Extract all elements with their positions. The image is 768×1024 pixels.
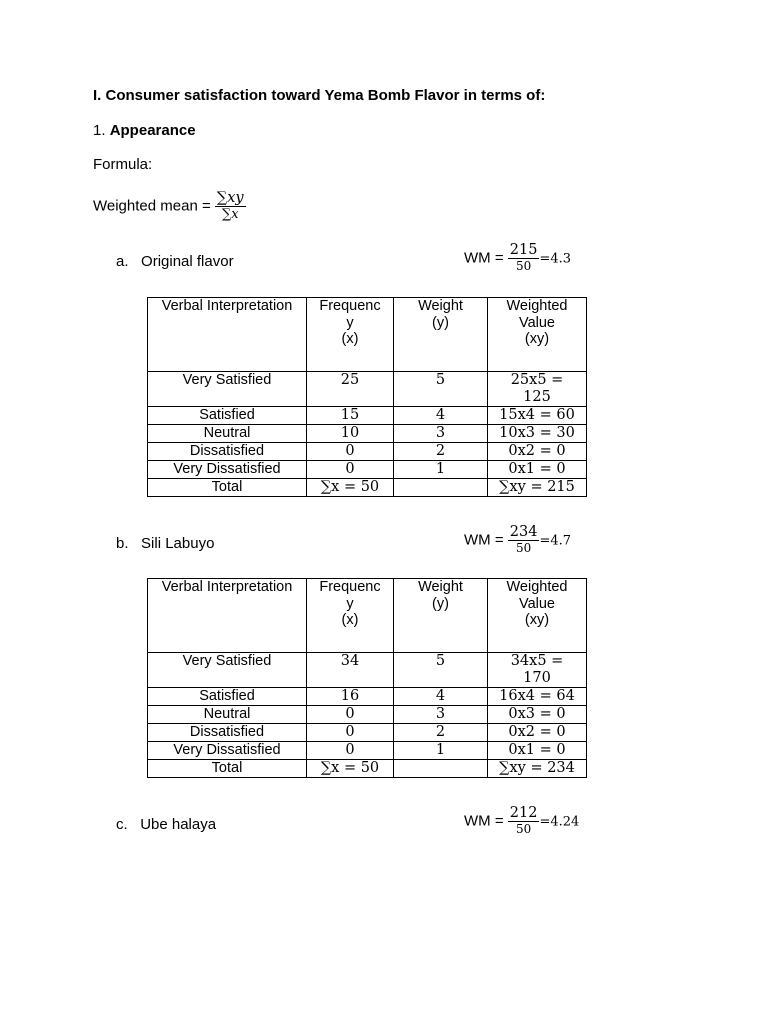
cell-verbal: Very Dissatisfied bbox=[148, 742, 307, 760]
cell-weighted-value: 34x5 = 170 bbox=[488, 653, 587, 688]
item-letter: b. bbox=[116, 535, 129, 552]
table-header-row bbox=[148, 298, 587, 372]
cell-weight: 5 bbox=[394, 653, 488, 688]
table-row bbox=[148, 706, 587, 724]
section-label: Appearance bbox=[109, 122, 196, 139]
cell-total-weighted-value: ∑xy = 215 bbox=[488, 479, 587, 497]
cell-weighted-value: 0x2 = 0 bbox=[488, 724, 587, 742]
cell-weight: 1 bbox=[394, 742, 488, 760]
cell-weight: 4 bbox=[394, 407, 488, 425]
cell-weighted-value: 0x1 = 0 bbox=[488, 461, 587, 479]
item-name: Ube halaya bbox=[140, 816, 217, 833]
cell-total-frequency: ∑x = 50 bbox=[307, 760, 394, 778]
table-row bbox=[148, 425, 587, 443]
cell-total-weighted-value: ∑xy = 234 bbox=[488, 760, 587, 778]
wm-prefix: WM = bbox=[464, 812, 504, 830]
table-row bbox=[148, 443, 587, 461]
wm-prefix: WM = bbox=[464, 531, 504, 549]
item-b-wm bbox=[464, 526, 571, 555]
table-row bbox=[148, 407, 587, 425]
wm-numerator: 234 bbox=[509, 524, 538, 540]
wm-denominator: 50 bbox=[515, 259, 532, 273]
weighted-mean-label: Weighted mean = bbox=[93, 197, 211, 215]
section-heading bbox=[93, 122, 196, 139]
wm-prefix: WM = bbox=[464, 249, 504, 267]
weighted-mean-fraction bbox=[215, 192, 246, 221]
cell-weighted-value: 10x3 = 30 bbox=[488, 425, 587, 443]
cell-frequency: 0 bbox=[307, 742, 394, 760]
item-letter: c. bbox=[116, 816, 128, 833]
header-weight: Weight (y) bbox=[394, 298, 488, 372]
cell-verbal: Satisfied bbox=[148, 688, 307, 706]
item-c-heading bbox=[116, 816, 216, 833]
table-original-flavor bbox=[147, 297, 587, 497]
item-name: Original flavor bbox=[141, 253, 234, 270]
wm-numerator: 215 bbox=[509, 242, 538, 258]
wm-numerator: 212 bbox=[509, 805, 538, 821]
item-c-wm bbox=[464, 807, 579, 836]
header-frequency: Frequenc y (x) bbox=[307, 298, 394, 372]
table-row bbox=[148, 688, 587, 706]
cell-frequency: 0 bbox=[307, 724, 394, 742]
table-row bbox=[148, 372, 587, 407]
item-name: Sili Labuyo bbox=[141, 535, 215, 552]
wm-fraction bbox=[508, 244, 540, 273]
cell-weight: 4 bbox=[394, 688, 488, 706]
table-row bbox=[148, 742, 587, 760]
cell-verbal: Very Dissatisfied bbox=[148, 461, 307, 479]
table-row bbox=[148, 653, 587, 688]
weighted-mean-formula bbox=[93, 192, 246, 221]
item-a-heading bbox=[116, 253, 234, 270]
formula-denominator: ∑x bbox=[221, 207, 239, 222]
table-row bbox=[148, 724, 587, 742]
cell-total-label: Total bbox=[148, 479, 307, 497]
cell-total-label: Total bbox=[148, 760, 307, 778]
header-verbal: Verbal Interpretation bbox=[148, 579, 307, 653]
table-header-row bbox=[148, 579, 587, 653]
cell-verbal: Dissatisfied bbox=[148, 724, 307, 742]
wm-fraction bbox=[508, 807, 540, 836]
formula-label: Formula: bbox=[93, 156, 153, 173]
cell-weight: 3 bbox=[394, 425, 488, 443]
cell-verbal: Neutral bbox=[148, 425, 307, 443]
wm-fraction bbox=[508, 526, 540, 555]
table-sili-labuyo bbox=[147, 578, 587, 778]
cell-verbal: Very Satisfied bbox=[148, 653, 307, 688]
cell-weighted-value: 0x2 = 0 bbox=[488, 443, 587, 461]
cell-frequency: 15 bbox=[307, 407, 394, 425]
cell-verbal: Dissatisfied bbox=[148, 443, 307, 461]
cell-weight: 3 bbox=[394, 706, 488, 724]
cell-verbal: Neutral bbox=[148, 706, 307, 724]
cell-weighted-value: 0x3 = 0 bbox=[488, 706, 587, 724]
cell-weight: 1 bbox=[394, 461, 488, 479]
table-total-row bbox=[148, 760, 587, 778]
cell-frequency: 16 bbox=[307, 688, 394, 706]
item-b-heading bbox=[116, 535, 214, 552]
cell-verbal: Satisfied bbox=[148, 407, 307, 425]
cell-frequency: 10 bbox=[307, 425, 394, 443]
cell-weighted-value: 16x4 = 64 bbox=[488, 688, 587, 706]
cell-weighted-value: 15x4 = 60 bbox=[488, 407, 587, 425]
formula-numerator: ∑xy bbox=[216, 190, 244, 206]
cell-weighted-value: 0x1 = 0 bbox=[488, 742, 587, 760]
cell-total-weight bbox=[394, 479, 488, 497]
header-weighted-value: Weighted Value (xy) bbox=[488, 298, 587, 372]
header-weighted-value: Weighted Value (xy) bbox=[488, 579, 587, 653]
cell-frequency: 0 bbox=[307, 461, 394, 479]
cell-weight: 2 bbox=[394, 443, 488, 461]
cell-weighted-value: 25x5 = 125 bbox=[488, 372, 587, 407]
page-title: I. Consumer satisfaction toward Yema Bomb Flavor in terms of: bbox=[93, 87, 546, 104]
cell-frequency: 34 bbox=[307, 653, 394, 688]
header-frequency: Frequenc y (x) bbox=[307, 579, 394, 653]
cell-verbal: Very Satisfied bbox=[148, 372, 307, 407]
section-number: 1. bbox=[93, 122, 106, 139]
wm-result: =4.24 bbox=[539, 814, 580, 830]
cell-frequency: 25 bbox=[307, 372, 394, 407]
item-a-wm bbox=[464, 244, 571, 273]
cell-weight: 5 bbox=[394, 372, 488, 407]
header-weight: Weight (y) bbox=[394, 579, 488, 653]
cell-frequency: 0 bbox=[307, 443, 394, 461]
table-total-row bbox=[148, 479, 587, 497]
wm-result: =4.3 bbox=[539, 251, 572, 267]
header-verbal: Verbal Interpretation bbox=[148, 298, 307, 372]
cell-frequency: 0 bbox=[307, 706, 394, 724]
wm-result: =4.7 bbox=[539, 533, 572, 549]
item-letter: a. bbox=[116, 253, 129, 270]
cell-weight: 2 bbox=[394, 724, 488, 742]
cell-total-weight bbox=[394, 760, 488, 778]
cell-total-frequency: ∑x = 50 bbox=[307, 479, 394, 497]
table-row bbox=[148, 461, 587, 479]
wm-denominator: 50 bbox=[515, 541, 532, 555]
wm-denominator: 50 bbox=[515, 822, 532, 836]
